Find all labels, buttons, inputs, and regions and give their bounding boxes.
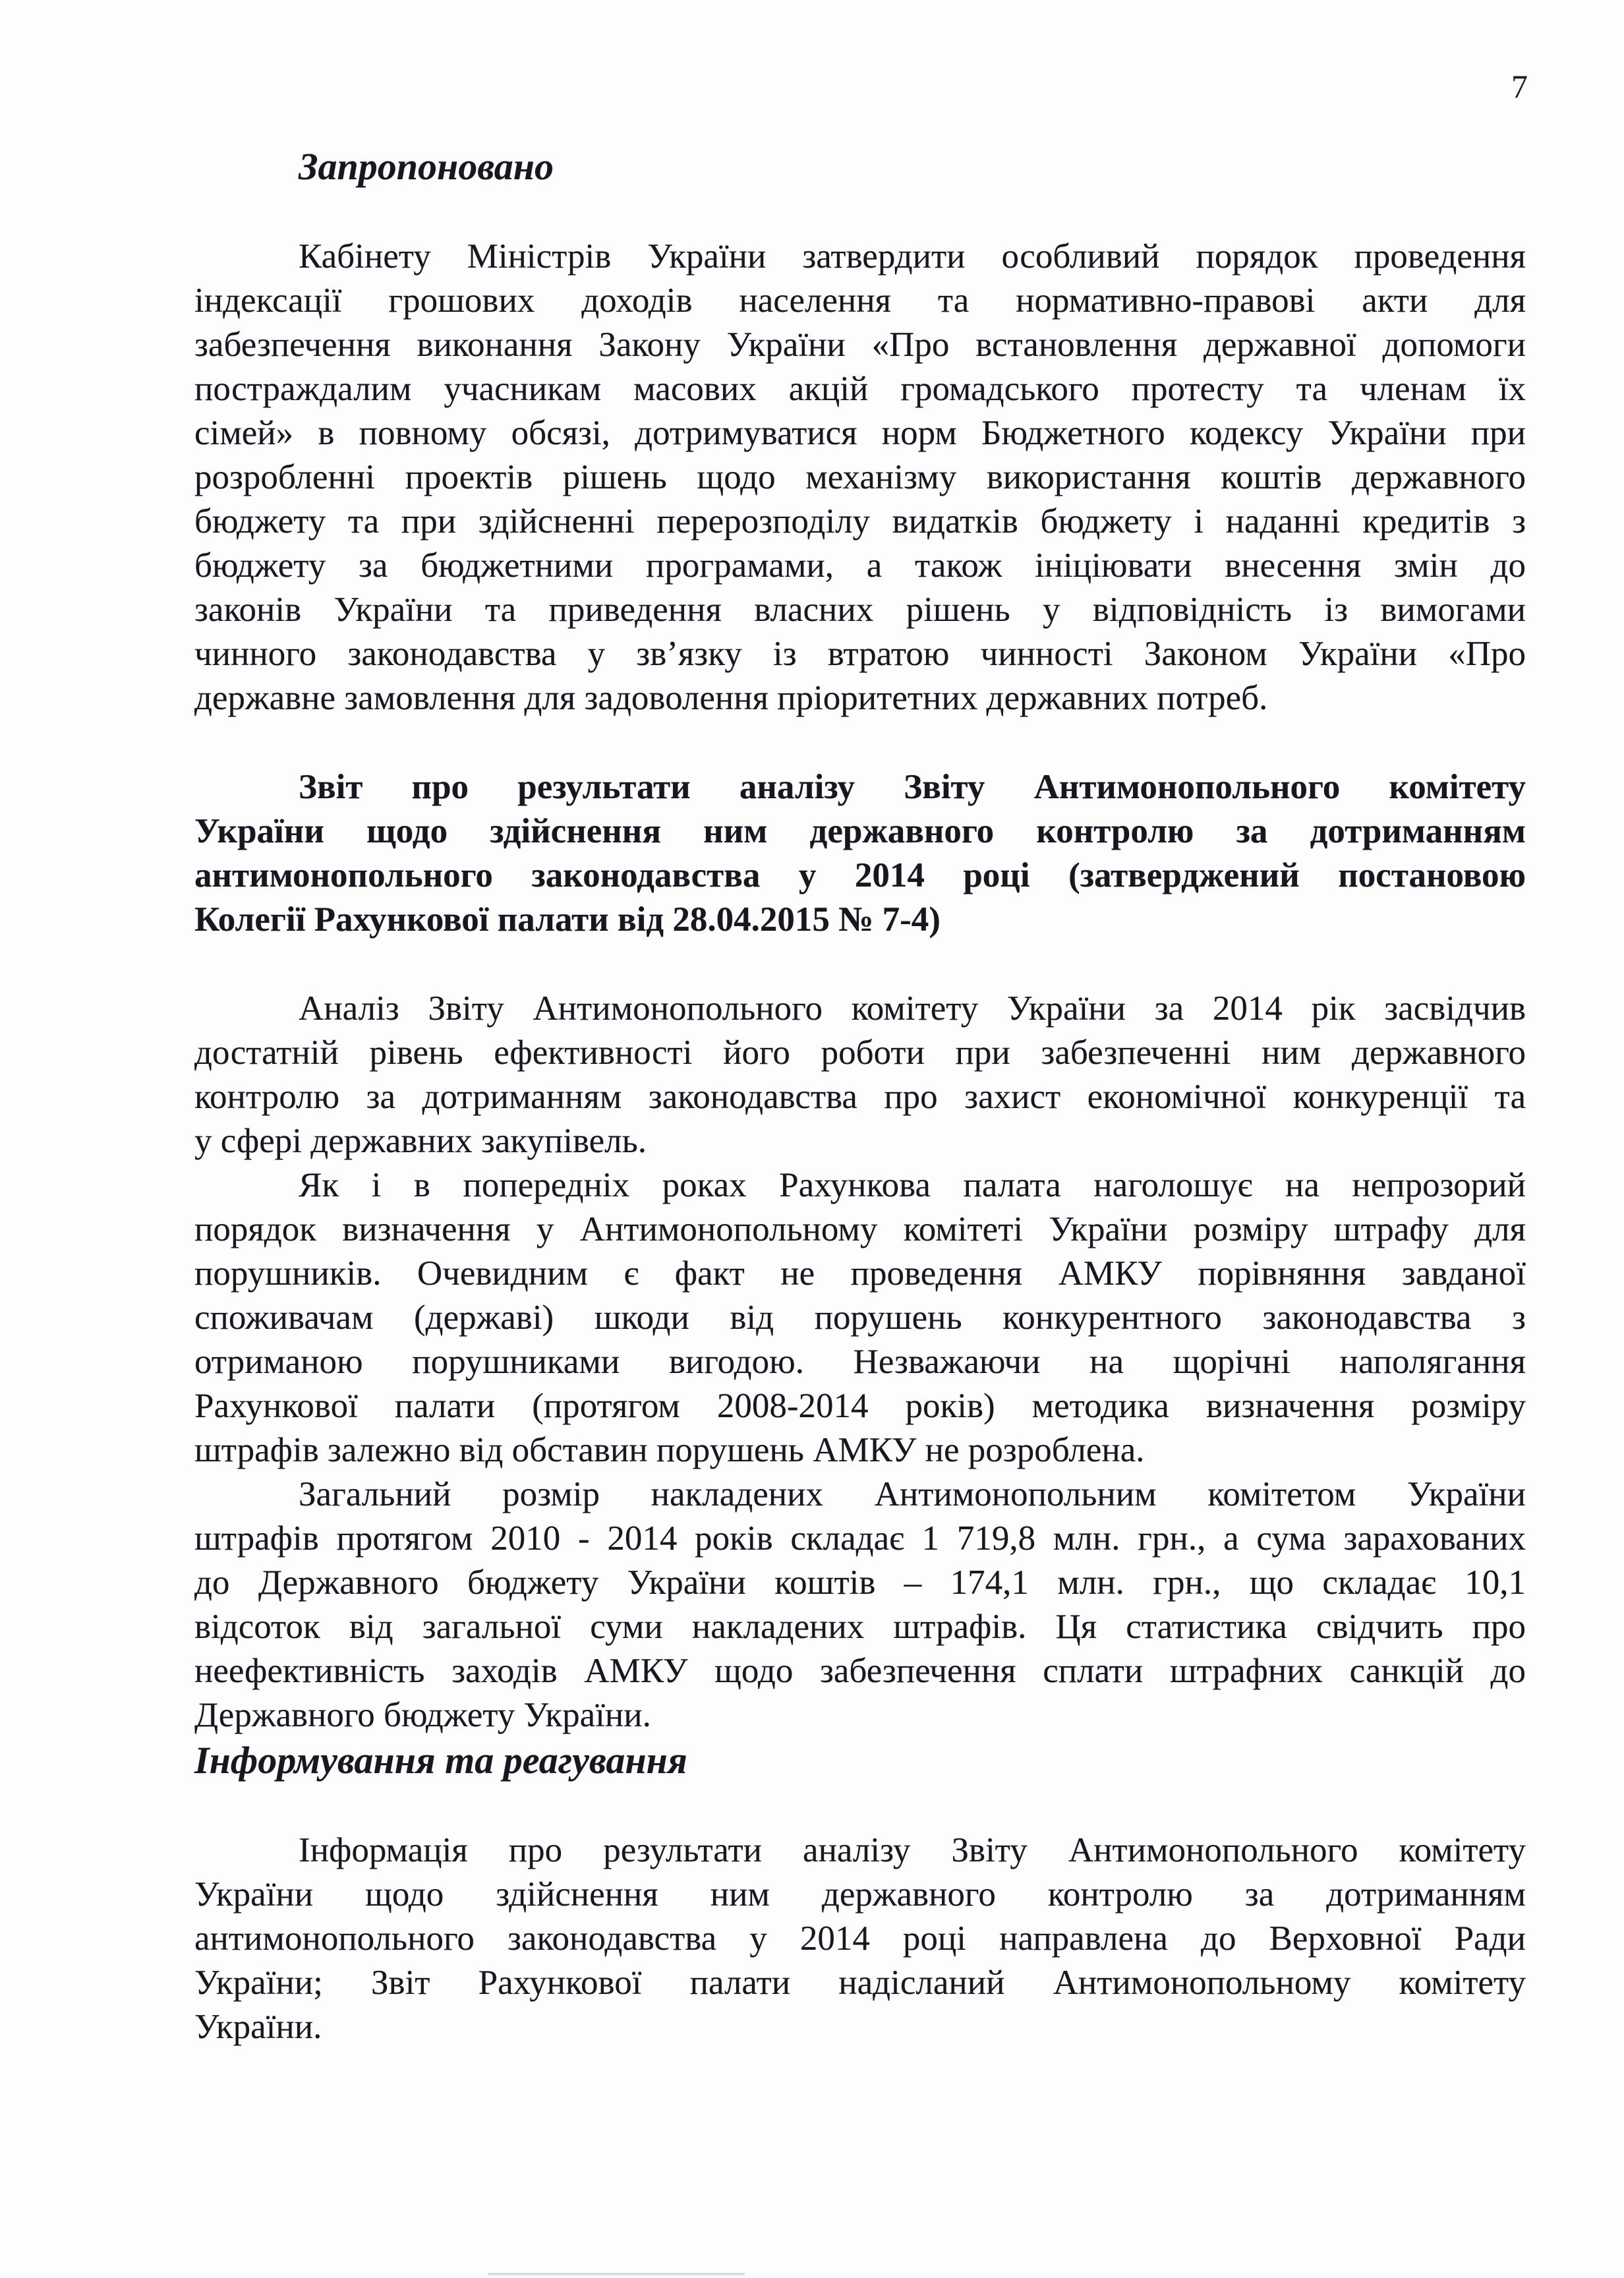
document-body [194, 0, 1526, 2049]
paragraph [194, 1828, 1526, 2049]
text-line: Аналіз Звіту Антимонопольного комітету України за 2014 рік засвідчив [299, 989, 1526, 1028]
text-line: штрафів залежно від обставин порушень АМКУ не розроблена. [194, 1431, 1145, 1469]
text-line: порушників. Очевидним є факт не проведення АМКУ порівняння завданої [194, 1254, 1526, 1293]
text-line: України щодо здійснення ним державного контролю за дотриманням [194, 812, 1526, 850]
paragraph [194, 235, 1526, 720]
text-line: законів України та приведення власних рішень у відповідність із вимогами [194, 591, 1526, 629]
text-line: забезпечення виконання Закону України «Про встановлення державної допомоги [194, 326, 1526, 364]
text-line: відсоток від загальної суми накладених штрафів. Ця статистика свідчить про [194, 1608, 1526, 1646]
text-line: Державного бюджету України. [194, 1696, 651, 1734]
text-line: державне замовлення для задоволення пріоритетних державних потреб. [194, 679, 1268, 717]
paragraph [194, 1163, 1526, 1473]
text-line: розробленні проектів рішень щодо механізму використання коштів державного [194, 458, 1526, 496]
text-line: Звіт про результати аналізу Звіту Антимонопольного комітету [299, 768, 1526, 806]
text-line: Інформування та реагування [194, 1739, 687, 1782]
text-line: сімей» в повному обсязі, дотримуватися норм Бюджетного кодексу України при [194, 414, 1526, 452]
text-line: Колегії Рахункової палати від 28.04.2015 № 7-4) [194, 900, 941, 939]
text-line: Інформація про результати аналізу Звіту Антимонопольного комітету [299, 1831, 1526, 1869]
text-line: у сфері державних закупівель. [194, 1122, 647, 1160]
text-line: індексації грошових доходів населення та нормативно-правові акти для [194, 281, 1526, 320]
text-line: споживачам (державі) шкоди від порушень конкурентного законодавства з [194, 1299, 1526, 1337]
text-line: України щодо здійснення ним державного контролю за дотриманням [194, 1875, 1526, 1913]
text-line: Рахункової палати (протягом 2008-2014 років) методика визначення розміру [194, 1387, 1526, 1425]
text-line: Як і в попередніх роках Рахункова палата наголошує на непрозорий [299, 1166, 1526, 1204]
text-line: неефективність заходів АМКУ щодо забезпечення сплати штрафних санкцій до [194, 1652, 1526, 1690]
heading-italic [194, 1738, 1526, 1784]
text-line: антимонопольного законодавства у 2014 році направлена до Верховної Ради [194, 1919, 1526, 1958]
heading-bold [194, 765, 1526, 942]
text-line: достатній рівень ефективності його роботи при забезпеченні ним державного [194, 1034, 1526, 1072]
text-line: до Державного бюджету України коштів – 174,1 млн. грн., що складає 10,1 [194, 1563, 1526, 1602]
text-line: України. [194, 2008, 322, 2046]
text-line: чинного законодавства у зв’язку із втратою чинності Законом України «Про [194, 635, 1526, 673]
paragraph [194, 987, 1526, 1163]
text-line: Загальний розмір накладених Антимонопольним комітетом України [299, 1475, 1526, 1513]
text-line: бюджету за бюджетними програмами, а також ініціювати внесення змін до [194, 546, 1526, 585]
text-line: штрафів протягом 2010 - 2014 років складає 1 719,8 млн. грн., а сума зарахованих [194, 1519, 1526, 1558]
text-line: Кабінету Міністрів України затвердити особливий порядок проведення [299, 237, 1526, 276]
text-line: Запропоновано [299, 145, 554, 188]
paragraph [194, 1473, 1526, 1738]
text-line: порядок визначення у Антимонопольному комітеті України розміру штрафу для [194, 1210, 1526, 1248]
text-line: бюджету та при здійсненні перерозподілу видатків бюджету і наданні кредитів з [194, 502, 1526, 540]
text-line: отриманою порушниками вигодою. Незважаючи на щорічні наполягання [194, 1343, 1526, 1381]
text-line: України; Звіт Рахункової палати надісланий Антимонопольному комітету [194, 1964, 1526, 2002]
text-line: контролю за дотриманням законодавства про захист економічної конкуренції та [194, 1078, 1526, 1116]
page-number: 7 [1511, 68, 1528, 105]
heading-italic [194, 144, 1526, 190]
text-line: антимонопольного законодавства у 2014 році (затверджений постановою [194, 856, 1526, 894]
text-line: постраждалим учасникам масових акцій громадського протесту та членам їх [194, 370, 1526, 408]
scan-artifact [488, 2273, 745, 2275]
